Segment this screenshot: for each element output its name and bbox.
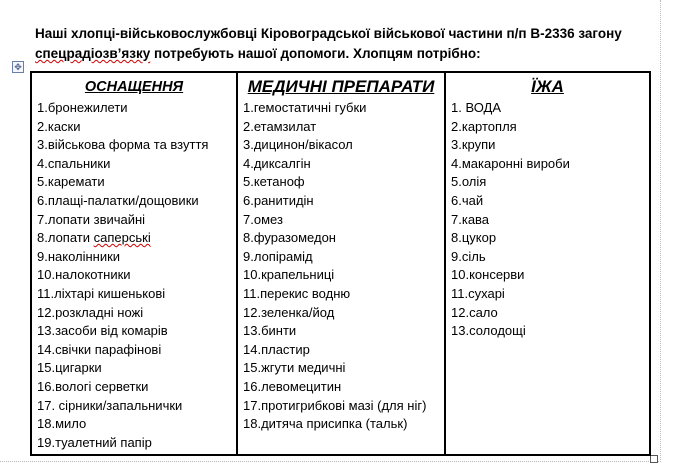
list-item: 18.дитяча присипка (тальк) xyxy=(243,416,408,432)
list-item: 15.цигарки xyxy=(37,360,102,376)
food-list xyxy=(451,99,644,341)
list-item-text: 8.лопати xyxy=(37,230,94,246)
list-item xyxy=(37,229,231,248)
list-item: 13.бинти xyxy=(243,323,297,339)
table-move-handle-icon[interactable]: ✥ xyxy=(12,61,24,73)
list-item: 2.етамзилат xyxy=(243,118,317,134)
list-item: 3.військова форма та взуття xyxy=(37,137,209,153)
list-item: 12.розкладні ножі xyxy=(37,304,144,320)
list-item: 10.крапельниці xyxy=(243,267,335,283)
list-item: 16.вологі серветки xyxy=(37,378,149,394)
list-item: 5.кетаноф xyxy=(243,174,305,190)
heading-line-2-rest: потребують нашої допомоги. Хлопцям потрібно: xyxy=(150,46,481,61)
list-item: 14.свічки парафінові xyxy=(37,341,162,357)
list-item: 4.диксалгін xyxy=(243,155,311,171)
list-item: 7.кава xyxy=(451,211,490,227)
list-item: 9.сіль xyxy=(451,248,486,264)
list-item: 2.картопля xyxy=(451,118,517,134)
list-item: 4.макаронні вироби xyxy=(451,155,570,171)
list-item: 5.каремати xyxy=(37,174,105,190)
list-item: 10.налокотники xyxy=(37,267,131,283)
page-corner-marker xyxy=(650,455,658,463)
list-item: 19.туалетний папір xyxy=(37,434,152,450)
supplies-table xyxy=(30,71,651,456)
list-item: 10.консерви xyxy=(451,267,525,283)
equipment-list xyxy=(37,99,231,452)
list-item: 3.крупи xyxy=(451,137,496,153)
food-column xyxy=(445,72,650,455)
list-item: 11.перекис водню xyxy=(243,285,351,301)
document-heading xyxy=(35,24,645,64)
list-item: 1. ВОДА xyxy=(451,100,501,115)
food-column-title: ЇЖА xyxy=(531,77,564,96)
table-row xyxy=(31,72,650,455)
heading-line-2 xyxy=(35,44,645,64)
list-item: 1.бронежилети xyxy=(37,100,128,115)
list-item: 12.зеленка/йод xyxy=(243,304,335,320)
medicine-column-title: МЕДИЧНІ ПРЕПАРАТИ xyxy=(247,77,435,96)
heading-line-1: Наші хлопці-військовослужбовці Кіровоградської військової частини п/п В-2336 загону xyxy=(35,26,622,41)
list-item: 7.лопати звичайні xyxy=(37,211,146,227)
list-item: 7.омез xyxy=(243,211,283,227)
list-item: 8.цукор xyxy=(451,230,497,246)
list-item: 13.засоби від комарів xyxy=(37,323,168,339)
equipment-column-title: ОСНАЩЕННЯ xyxy=(84,79,184,95)
list-item: 15.жгути медичні xyxy=(243,360,346,376)
spellcheck-word: спецрадіозв’язку xyxy=(35,46,151,61)
list-item: 6.плащі-палатки/дощовики xyxy=(37,192,199,208)
list-item: 9.наколінники xyxy=(37,248,121,264)
list-item: 8.фуразомедон xyxy=(243,230,336,246)
list-item: 11.ліхтарі кишенькові xyxy=(37,285,166,301)
list-item: 13.солодощі xyxy=(451,323,526,339)
spellcheck-word: саперські xyxy=(93,230,151,246)
list-item: 5.олія xyxy=(451,174,487,190)
list-item: 14.пластир xyxy=(243,341,310,357)
list-item: 3.дицинон/вікасол xyxy=(243,137,353,153)
list-item: 12.сало xyxy=(451,304,498,320)
list-item: 6.чай xyxy=(451,192,484,208)
equipment-column xyxy=(31,72,237,455)
list-item: 9.лопірамід xyxy=(243,248,313,264)
list-item: 18.мило xyxy=(37,416,87,432)
list-item: 16.левомецитин xyxy=(243,378,342,394)
list-item: 1.гемостатичні губки xyxy=(243,100,367,115)
list-item: 6.ранитидін xyxy=(243,192,314,208)
list-item: 11.сухарі xyxy=(451,285,505,301)
medicine-column xyxy=(237,72,445,455)
list-item: 2.каски xyxy=(37,118,81,134)
list-item: 4.спальники xyxy=(37,155,111,171)
medicine-list xyxy=(243,99,439,434)
list-item: 17.протигрибкові мазі (для ніг) xyxy=(243,397,427,413)
list-item: 17. сірники/запальнички xyxy=(37,397,183,413)
